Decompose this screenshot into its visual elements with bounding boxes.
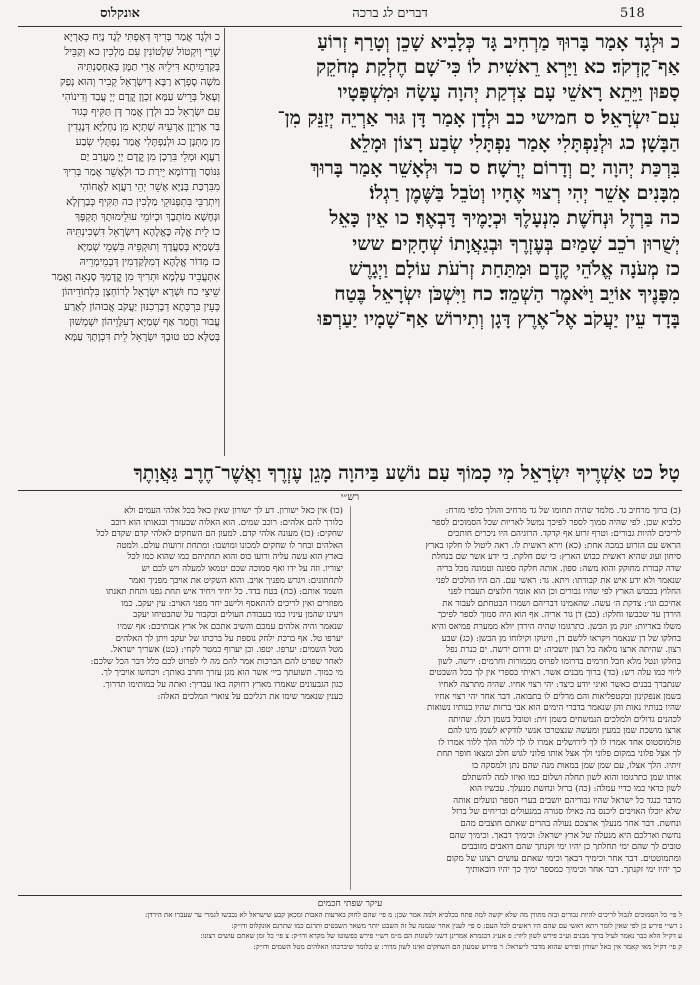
rashi-line: בחלקו של דן שנאמר ויקראו ללשם דן, וזינוקו וקילוחו מן הבשן: (כג) שבע <box>441 633 681 644</box>
rashi-line: אחיכם וגו׳: צדקת ה׳ עשה. שהאמינו דבריהם ושמרו הבטחתם לעבור את <box>442 598 681 609</box>
torah-line: בִּרְכַּת יְהוָה יָם וְדָרוֹם יְרָשָׁה׃ ס כד וּלְאָשֵׁר אָמַר בָּרוּךְ <box>310 157 680 180</box>
rashi-line: שלא יוכלו האויבים ליכנס בה כאילו סגורה במנעולים ובריחים של ברזל <box>451 807 681 818</box>
onkelos-line: בַּר אַרְיָוָן אַרְעֵיהּ שָׁתְיָא מִן נַחְלַיָּא דְּנָגְדִין <box>67 121 220 133</box>
onkelos-line: וְעָאַל בְּרֵישׁ עַמָּא זַכְוָן קֳדָם יְיָ עֲבַד וְדִינוֹהִי <box>61 91 220 103</box>
onkelos-line: כ וּלְגָד אֲמַר בְּרִיךְ דְּאַפְתִּי לְגָד נָיַח כְּאַרְיָא <box>63 31 220 43</box>
torah-line: מִפָּנֶיךָ אוֹיֵב וַיֹּאמֶר הַשְׁמֵד׃ כח וַיִּשְׁכֹּן יִשְׂרָאֵל בֶּטַח <box>334 283 680 306</box>
rashi-line: בארץ הוא עשה עליה ורועו כוס והוא תחתיהם כמו שהוא כמו לכל <box>127 552 343 563</box>
rashi-line: נחשת וארלכם היא מנעלה של ארץ ישראל: וכימיך דבאך. וכימיך שהם <box>449 830 681 841</box>
onkelos-line: בִּשְׁמַיָּא בְּסַעֲדָךְ וְתוּקְפֵיהּ בִּשְׁמֵי שְׁמַיָּא <box>77 241 220 253</box>
rashi-line: בשמן אנפקינון ובקטפליאות והם מרלים לו בתבואה. דבר אחר יהי רצוי אחיו <box>434 691 681 702</box>
rashi-line: ונחשת. דבר אחר מנעלך ארצכם נעולה בהרים שאתם חוצבים מהם <box>460 819 681 830</box>
rashi-line: לכהנים גדולים ולמלכים הנמשחים בשמן זית: וטובל בשמן רגלו. שהיתה <box>448 714 681 725</box>
rashi-line: שנתברך בבנים כאשר ואיני יודע כיצד: יהי רצוי אחיו. שהיה מתרצה לאחיו <box>438 679 681 690</box>
rashi-line: שנאמר ולא ידע איש את קבורתו: ויתא. גד: ראשי עם. הם היו הולכים לפני <box>435 575 681 586</box>
rashi-line: שדה קבורת מחוקק והוא משה: ספון. אותה חלקה ספונה וטמונה מכל בריה <box>436 563 681 574</box>
rashi-line: סיחון ועוג שהיא ראשית כבוש הארץ: כי שם חלקת. כי ידע אשר שם בנחלת <box>431 552 681 563</box>
torah-line: עִם־יִשְׂרָאֵל׃ ס חמישי כב וּלְדָן אָמַר דָּן גּוּר אַרְיֵה יְזַנֵּק מִן־ <box>277 106 680 129</box>
rashi-line: מטל השמים: יערפו. יטפו. וכן יערוף כמטר לקחי: (כט) אשריך ישראל. <box>110 645 343 656</box>
sifsei-rule <box>18 895 682 896</box>
rashi-left-column <box>18 506 343 703</box>
rashi-line: לשון כדאי כמו כדיי עמלה: (כה) ברזל ונחשת מנעלך. עכשיו הוא <box>469 784 681 795</box>
rashi-line: שנאמר והיה אלהים עמכם והשיב אתכם אל ארץ אבותיכם: אף שמיו <box>117 621 343 632</box>
onkelos-line: מִן מַתְנָן כג וּלְנַפְתָּלִי אֲמַר נַפְתָּלִי שְׂבַע <box>75 136 220 148</box>
rashi-line: ויעינו שהמן עיניו כמו בעבודת העולים ובקבור על שהבטיחו יעקב <box>133 610 343 621</box>
rashi-rule <box>18 490 682 491</box>
rashi-line: לריכים להיות גבורים: וטרף זרוע אף קדקד. הרוגיהם היו ניכרים חותכים <box>447 529 681 540</box>
rashi-right-column <box>356 506 681 877</box>
onkelos-line: בְּקַדְמֵיתָא דִּילֵיהּ אֲרֵי תַמָּן בְּאַחְסַנְתֵּיהּ <box>77 61 220 73</box>
rashi-line: כלביא שכן. לפי שהיה סמוך לספר לפיכך נמשל לאריות שכל הסמוכים לספר <box>431 517 681 528</box>
rashi-title: רש״י <box>340 492 360 503</box>
torah-text <box>228 30 680 332</box>
rashi-line: כגון הגבעונים שאמרו מארץ רחוקה באו עבדיך: ואתה על במותימו תדרוך. <box>102 679 343 690</box>
torah-last-line <box>18 460 680 486</box>
sifsei-line: נ רש״י פירש כן לפי שאין לומר ויתא ראשי עם שהם היו ראשים לכל העם: ס פי׳ לענין אחר שנמנה על זה השבט יותר משאר השבטים ותרגם כמו שתרגם אונקלוס ודו״ק: <box>231 921 682 930</box>
rashi-line: השמד אותם: (כח) בטח בדד. כל יחיד ויחיד איש תחת גפנו ותחת תאנתו <box>105 587 343 598</box>
onkelos-line: שָׁרֵי וְיִקְטוֹל שִׁלְטוֹנִין עִם מַלְכִין כא וְקַבֵּיל <box>64 46 220 58</box>
rashi-line: כענין שנאמר שימו את רגליכם על צוארי המלכים האלה: <box>157 691 343 702</box>
rashi-line: החלוץ בכבוש הארץ לפי שהיו גבורים וכן הוא אומר חלוצים תעברו לפני <box>448 587 681 598</box>
rashi-line: טובים לך שהם ימי תחלתך כן יהיו ימי זקנתך שהם דואבים מזובבים <box>461 842 681 853</box>
rashi-line: שהיו בנותיו נאות והן שנאמר בדברי הימים הוא אבי ברזות שהיו בנותיו נשואות <box>427 703 681 714</box>
sifsei-line: ק פי׳ דק״ל מאי קאמר אין כאל ישורון ופירש שהוא מדבר לישראל: ר פירוש שמעון הם השחקים ואינו לשון מדור: ש כלומר שיברכהו האלהים מטל השמים ודו״ק: <box>253 942 682 951</box>
onkelos-title: אונקלוס <box>100 6 140 21</box>
rashi-line: לך אצל פלוני במקום פלוני ולך אצל אותו פלוני לגוש חלב ומצאו חופר תחת <box>436 749 681 760</box>
torah-line: כז מְעֹנָה אֱלֹהֵי קֶדֶם וּמִתַּחַת זְרֹעֹת עוֹלָם וַיְגָרֶשׁ <box>349 257 680 280</box>
rashi-line: מי כמוך. תשועתך ביי׳ אשר הוא מגן עזרך וחרב גאותך: ויכחשו אויביך לך. <box>100 668 343 679</box>
torah-line: יְשֻׁרוּן רֹכֵב שָׁמַיִם בְּעֶזְרֶךָ וּבְגַאֲוָתוֹ שְׁחָקִים׃ ששי <box>352 232 680 255</box>
rashi-line: ומתמוטטים. דבר אחר וכימיך דבאך וכימי שאתם עושים רצונו של מקום <box>446 853 681 864</box>
onkelos-line: גִּנּוֹסַר וְדָרוֹמָא יֵירַת כד וּלְאָשֵׁר אֲמַר בְּרִיךְ <box>63 166 220 178</box>
torah-line: בָּדָד עֵין יַעֲקֹב אֶל־אֶרֶץ דָּגָן וְתִירוֹשׁ אַף־שָׁמָיו יַעַרְפוּ <box>317 308 680 331</box>
rashi-line: לאחר שפרט להם הברכות אמר להם מה לי לפרוט לכם כלל דבר הכל שלכם: <box>90 656 343 667</box>
rashi-line: אותו שמן כתרגומו והוא לשון תחלה ושלום כמו ואיזו למה להשתלם <box>461 772 681 783</box>
onkelos-line: וּנְחָשָׁא מוֹתְבָךְ וּכְיוֹמֵי עוּלֵימוּתָךְ תָּקְפָּךְ <box>74 211 220 223</box>
sifsei-title: עיקר שפתי חכמים <box>317 899 383 909</box>
column-divider <box>224 28 225 456</box>
onkelos-line: עֲבוּר וַחֲמַר אַף שְׁמַיָּא דְעִלָּוֵיהוֹן יִשְׁמְשׁוּן <box>69 316 220 328</box>
onkelos-line: שֵׁיצֵי כח וּשְׁרָא יִשְׂרָאֵל לְרוֹחְצָן בִּלְחוֹדֵיהוֹן <box>61 286 220 298</box>
rashi-line: מדבר כנגד כל ישראל שהיו גבוריהם יושבים בערי הספר ונועלים אותה <box>453 795 681 806</box>
rashi-line: הראש עם הזרוע במכה אחת: (כא) וירא ראשית לו. ראה ליטול לו חלקו בארץ <box>425 540 681 551</box>
running-head: דברים לג ברכה <box>352 6 428 21</box>
onkelos-line: וְיִתְרַבֵּי בִּתְפְנוּקֵי מַלְכִין כה תַּקִּיף כְּבַרְזְלָא <box>66 196 220 208</box>
header-rule <box>18 26 682 27</box>
torah-line: טָל׃ כט אַשְׁרֶיךָ יִשְׂרָאֵל מִי כָמוֹךָ עַם נוֹשַׁע בַּיהוָה מָגֵן עֶזְרֶךָ וַאֲשֶׁר־חֶרֶב גַּאֲוָתֶךָ <box>133 462 680 484</box>
rashi-line: (כו) אין כאל ישורון. דע לך ישורון שאין כאל בכל אלהי העמים ולא <box>124 506 343 516</box>
torah-line: סָפוּן וַיֵּתֵא רָאשֵׁי עָם צִדְקַת יְהוָה עָשָׂה וּמִשְׁפָּטָיו <box>337 81 680 104</box>
torah-line: הַבָּשָׁן׃ כג וּלְנַפְתָּלִי אָמַר נַפְתָּלִי שְׂבַע רָצוֹן וּמָלֵא <box>349 131 680 154</box>
sifsei-line: ל פי׳ כל הסמוכים לגבול לריכים להיות גבורים ובזה מתורן מה שלא יקשה למה פתח בכלביא ולמה אמר שכן: מ פי׳ שהם לחוק בארעות האבות ומכאן קבע שישראל לא נכבשו לגמרי ער שעברו את הירדן: <box>145 911 682 919</box>
rashi-line: בחלקו ונטל מלא חבל חרמים בדרומו לפרוס מכמורות וחרמים: ירשה. לשון <box>437 656 681 667</box>
rashi-line: משלו באריות: יזנק מן הבשן. כתרגומו שהיה הירדן יולא ממערת פמיאס והיא <box>431 621 681 632</box>
rashi-line: (כ) ברוך מרחיב גד. מלמד שהיה תחומו של גד מרחיב והולך כלפי מזרח: <box>445 506 681 516</box>
rashi-line: שחקים: (כז) מעונה אלהי קדם. למעון הם השחקים לאלהי קדם שקדם לכל <box>96 529 343 540</box>
rashi-line: זיתיו. הלך אצלו, עם שמן שמן במאות מנה שהם נתן ולמסקה בו <box>471 761 681 772</box>
page-number: 518 <box>620 6 645 21</box>
onkelos-text <box>18 30 220 345</box>
rashi-line: יערפו טל. אף ברכת ילחק נוספת על ברכתו של יעקב ויתן לך האלהים <box>115 633 343 644</box>
rashi-line: הירדן עד שכבשו וחלקו: (כב) דן גור אריה. אף הוא היה סמוך לספר לפיכך <box>437 610 681 621</box>
rashi-line: רצון. שהיתה ארצו מלאה כל רצון יושביה: ים ודרום ירשה. ים כנרת נפל <box>446 645 681 656</box>
rashi-line: כלורך להם אלהים: רוכב שמים. הוא האלוה שבעזרך ובגאותו הוא רוכב <box>111 517 343 528</box>
onkelos-line: עִם יִשְׂרָאֵל כב וּלְדָן אֲמַר דָּן תַּקִּיף כְּגוּר <box>71 106 220 118</box>
onkelos-line: כו לֵית אֱלָהּ כֶּאֱלָהָא דְיִשְׂרָאֵל דִּשְׁכִינְתֵּיהּ <box>66 226 220 238</box>
rashi-line: מפוזרים ואין לריכים להתאסף ולישב יחד מפני האויב: עין יעקב. כמו <box>121 598 343 609</box>
rashi-line: האלהים ובחר לו שחקים למכונו ומושבו: ומתחת זרועות עולם. ולמטה <box>116 540 343 551</box>
onkelos-line: כז מְדוֹר אֱלָהָא דְמִלְּקַדְמִין דְּבְמֵימְרֵיהּ <box>79 256 220 268</box>
rashi-column-divider <box>350 506 351 890</box>
rashi-line: ליווי כמו עלה רש: (כד) ברוך מבנים אשר. ראיתי בספרי אין לך בכל השבטים <box>429 668 681 679</box>
onkelos-line: בְּטַלָּא כט טוּבָךְ יִשְׂרָאֵל לֵית דִּכְוָתָךְ עַמָּא <box>64 331 220 343</box>
onkelos-line: רַעֲוָא וּמְלֵי בִּרְכָן מִן קֳדָם יְיָ מַעֲרַב יַם <box>80 151 220 163</box>
torah-line: מִבָּנִים אָשֵׁר יְהִי רְצוּי אֶחָיו וְטֹבֵל בַּשֶּׁמֶן רַגְלוֹ׃ <box>369 182 680 205</box>
rashi-line: יצוריו. וזה על ידו ואף סמוכה שכם יטמאו למעלה ויש לכם יש <box>141 563 343 574</box>
sifsei-line: ע דק״ל הלא כבר נאמר לעיל ברוך מבנים וע״כ פירש לשון ליווי: פ אע״ג דבגמרא אמרינן דשני לשונות הם מ״מ רש״י פירש כפשוטו של מקרא ודו״ק: צ פי׳ כל זמן שאתם עושים רצונו: <box>200 932 682 940</box>
onkelos-line: אִתְעֲבֵיד עָלְמָא וּתְרִיךְ מִן קֳדָמָךְ סָנְאָה וַאֲמַר <box>51 271 220 283</box>
sifsei-text <box>18 910 682 952</box>
onkelos-line: כְּעֵין בִּרְכְּתָא דְבָרְכִנּוּן יַעֲקֹב אֲבוּהוֹן לְאַרַע <box>64 301 220 313</box>
torah-line: כ וּלְגָד אָמַר בָּרוּךְ מַרְחִיב גָּד כְּלָבִיא שָׁכֵן וְטָרַף זְרוֹעַ <box>317 31 680 53</box>
torah-line: אַף־קָדְקֹד׃ כא וַיַּרְא רֵאשִׁית לוֹ כִּי־שָׁם חֶלְקַת מְחֹקֵק <box>316 56 680 79</box>
onkelos-line: מֹשֶׁה סָפְרָא רַבָּא דְיִשְׂרָאֵל קְבִיר וְהוּא נְפַק <box>60 76 220 88</box>
rashi-line: כך יהיו ימי זקנתך. דבר אחר וכימיך כמספר ימיך כך יהיו דובאותיך <box>465 865 681 876</box>
rashi-line: פולמוסטוס אחד אמרו לו לך לירושלים אמרו לו לך ללור הלך ללור אמרו לו <box>438 737 681 748</box>
rashi-line: ארצו מושכת שמן כמעין ומעשה שנצטרכו אנשי לודקיא לשמן מינו להם <box>447 726 681 737</box>
torah-line: כה בַּרְזֶל וּנְחֹשֶׁת מִנְעָלֶךָ וּכְיָמֶיךָ דָּבְאֶךָ׃ כו אֵין כָּאֵל <box>329 207 680 230</box>
rashi-line: לתחתונים: ויגרש מפניך אויב. והוא השקיט את אויבך מפניך ואמר <box>128 575 343 586</box>
onkelos-line: מִבִּרְכַּת בְּנַיָּא אָשֵׁר יְהֵי רַעֲוָא לַאֲחוֹהִי <box>79 181 220 193</box>
